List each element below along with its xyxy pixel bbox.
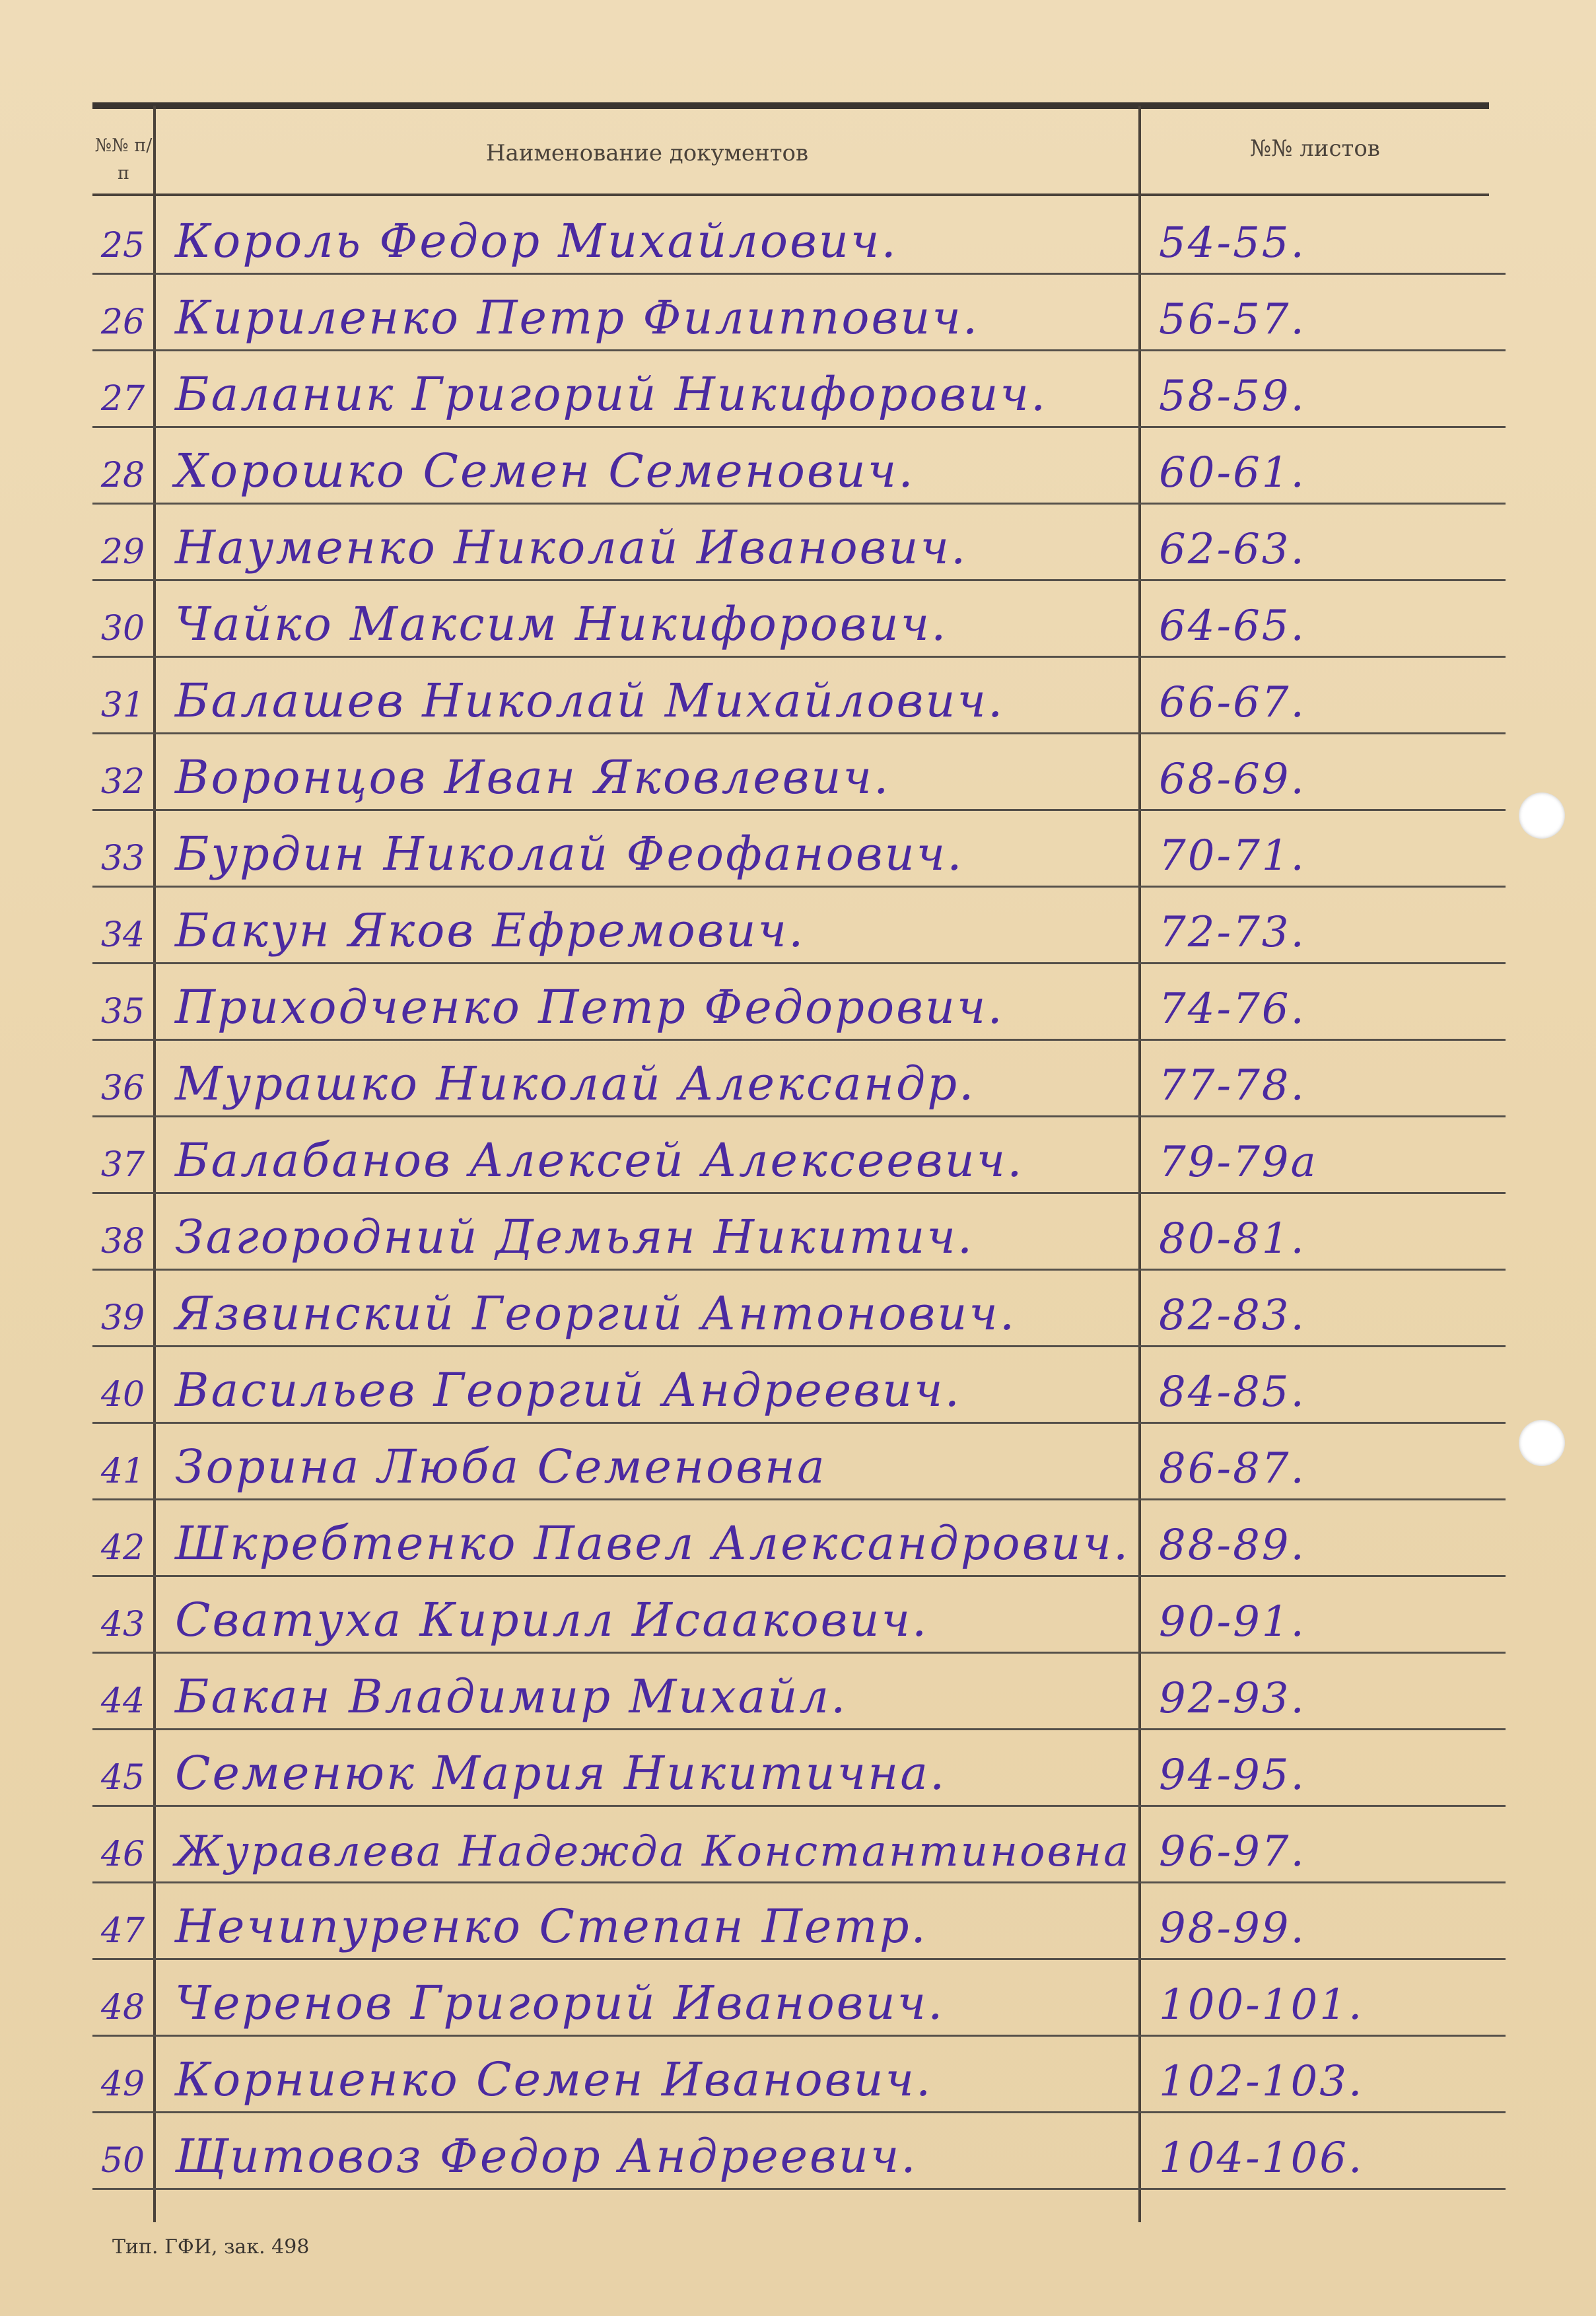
document-row xyxy=(92,1577,1506,1654)
row-name: Васильев Георгий Андреевич. xyxy=(175,1363,961,1417)
row-name: Баланик Григорий Никифорович. xyxy=(175,367,1048,421)
row-number: 36 xyxy=(100,1069,145,1108)
row-sheets: 80-81. xyxy=(1159,1214,1306,1263)
row-number: 44 xyxy=(100,1681,145,1721)
row-sheets: 86-87. xyxy=(1159,1444,1306,1493)
row-sheets: 62-63. xyxy=(1159,525,1306,574)
row-number: 50 xyxy=(100,2141,145,2181)
row-number: 25 xyxy=(100,226,145,265)
document-row xyxy=(92,351,1506,428)
row-number: 27 xyxy=(100,379,145,419)
document-row xyxy=(92,2037,1506,2113)
row-name: Бакун Яков Ефремович. xyxy=(175,903,806,958)
row-sheets: 82-83. xyxy=(1159,1291,1306,1340)
row-number: 35 xyxy=(100,992,145,1032)
document-row xyxy=(92,888,1506,964)
header-number-label: №№ п/п xyxy=(94,135,153,184)
header-rule xyxy=(92,193,1489,196)
row-sheets: 64-65. xyxy=(1159,602,1306,650)
row-name: Кириленко Петр Филиппович. xyxy=(175,291,980,345)
row-sheets: 68-69. xyxy=(1159,755,1306,804)
row-sheets: 94-95. xyxy=(1159,1751,1306,1800)
punch-hole-bottom xyxy=(1519,1420,1565,1466)
row-name: Бурдин Николай Феофанович. xyxy=(175,827,964,881)
row-sheets: 70-71. xyxy=(1159,831,1306,880)
row-number: 28 xyxy=(100,456,145,495)
document-row xyxy=(92,811,1506,888)
row-sheets: 56-57. xyxy=(1159,295,1306,344)
document-row xyxy=(92,428,1506,505)
row-sheets: 77-78. xyxy=(1159,1061,1306,1110)
row-name: Зорина Люба Семеновна xyxy=(175,1440,827,1494)
document-row xyxy=(92,275,1506,351)
row-sheets: 84-85. xyxy=(1159,1368,1306,1417)
row-number: 31 xyxy=(100,685,145,725)
row-name: Балашев Николай Михайлович. xyxy=(175,674,1005,728)
row-number: 37 xyxy=(100,1145,145,1185)
row-name: Язвинский Георгий Антонович. xyxy=(175,1286,1017,1341)
row-name: Загородний Демьян Никитич. xyxy=(175,1210,975,1264)
row-name: Нечипуренко Степан Петр. xyxy=(175,1899,928,1953)
row-number: 33 xyxy=(100,839,145,878)
row-name: Бакан Владимир Михайл. xyxy=(175,1669,848,1724)
document-row xyxy=(92,964,1506,1041)
row-number: 42 xyxy=(100,1528,145,1568)
document-row xyxy=(92,1807,1506,1883)
row-name: Балабанов Алексей Алексеевич. xyxy=(175,1133,1024,1187)
row-sheets: 98-99. xyxy=(1159,1904,1306,1953)
row-name: Король Федор Михайлович. xyxy=(175,214,898,268)
row-number: 39 xyxy=(100,1298,145,1338)
document-row xyxy=(92,2113,1506,2190)
row-sheets: 96-97. xyxy=(1159,1827,1306,1876)
row-number: 40 xyxy=(100,1375,145,1415)
row-rule xyxy=(92,2188,1506,2190)
row-name: Чайко Максим Никифорович. xyxy=(175,597,948,651)
document-row xyxy=(92,198,1506,275)
punch-hole-top xyxy=(1519,792,1565,839)
document-row xyxy=(92,734,1506,811)
print-footer: Тип. ГФИ, зак. 498 xyxy=(112,2235,310,2259)
row-name: Мурашко Николай Александр. xyxy=(175,1057,976,1111)
row-sheets: 60-61. xyxy=(1159,448,1306,497)
row-name: Журавлева Надежда Константиновна xyxy=(175,1827,1131,1876)
row-sheets: 104-106. xyxy=(1159,2134,1364,2183)
row-number: 49 xyxy=(100,2064,145,2104)
row-number: 30 xyxy=(100,609,145,649)
document-row xyxy=(92,1730,1506,1807)
row-sheets: 79-79а xyxy=(1159,1138,1318,1187)
row-sheets: 88-89. xyxy=(1159,1521,1306,1570)
row-name: Черенов Григорий Иванович. xyxy=(175,1976,945,2030)
row-name: Сватуха Кирилл Исаакович. xyxy=(175,1593,929,1647)
row-sheets: 102-103. xyxy=(1159,2057,1364,2106)
row-sheets: 92-93. xyxy=(1159,1674,1306,1723)
row-sheets: 58-59. xyxy=(1159,372,1306,421)
row-number: 46 xyxy=(100,1835,145,1874)
row-name: Семенюк Мария Никитична. xyxy=(175,1746,947,1800)
row-number: 32 xyxy=(100,762,145,802)
row-name: Корниенко Семен Иванович. xyxy=(175,2053,933,2107)
row-number: 38 xyxy=(100,1222,145,1261)
header-pages-label: №№ листов xyxy=(1250,135,1380,162)
document-row xyxy=(92,505,1506,581)
document-row xyxy=(92,1424,1506,1500)
document-row xyxy=(92,1500,1506,1577)
document-row xyxy=(92,1117,1506,1194)
row-sheets: 54-55. xyxy=(1159,219,1306,267)
row-name: Шкребтенко Павел Александрович. xyxy=(175,1516,1130,1570)
document-row xyxy=(92,658,1506,734)
row-sheets: 66-67. xyxy=(1159,678,1306,727)
document-row xyxy=(92,1271,1506,1347)
row-sheets: 74-76. xyxy=(1159,985,1306,1034)
document-row xyxy=(92,1960,1506,2037)
top-rule xyxy=(92,102,1489,109)
row-number: 41 xyxy=(100,1452,145,1491)
row-number: 47 xyxy=(100,1911,145,1951)
row-number: 34 xyxy=(100,915,145,955)
row-sheets: 90-91. xyxy=(1159,1597,1306,1646)
header-name-label: Наименование документов xyxy=(485,140,809,166)
row-name: Хорошко Семен Семенович. xyxy=(175,444,915,498)
row-number: 45 xyxy=(100,1758,145,1798)
document-row xyxy=(92,1654,1506,1730)
document-row xyxy=(92,581,1506,658)
row-name: Воронцов Иван Яковлевич. xyxy=(175,750,891,804)
row-number: 26 xyxy=(100,302,145,342)
row-sheets: 100-101. xyxy=(1159,1981,1364,2029)
document-row xyxy=(92,1347,1506,1424)
row-number: 29 xyxy=(100,532,145,572)
document-row xyxy=(92,1883,1506,1960)
row-name: Науменко Николай Иванович. xyxy=(175,520,968,575)
document-row xyxy=(92,1194,1506,1271)
document-row xyxy=(92,1041,1506,1117)
row-sheets: 72-73. xyxy=(1159,908,1306,957)
row-number: 43 xyxy=(100,1605,145,1644)
row-name: Щитовоз Федор Андреевич. xyxy=(175,2129,918,2183)
row-number: 48 xyxy=(100,1988,145,2027)
row-name: Приходченко Петр Федорович. xyxy=(175,980,1004,1034)
